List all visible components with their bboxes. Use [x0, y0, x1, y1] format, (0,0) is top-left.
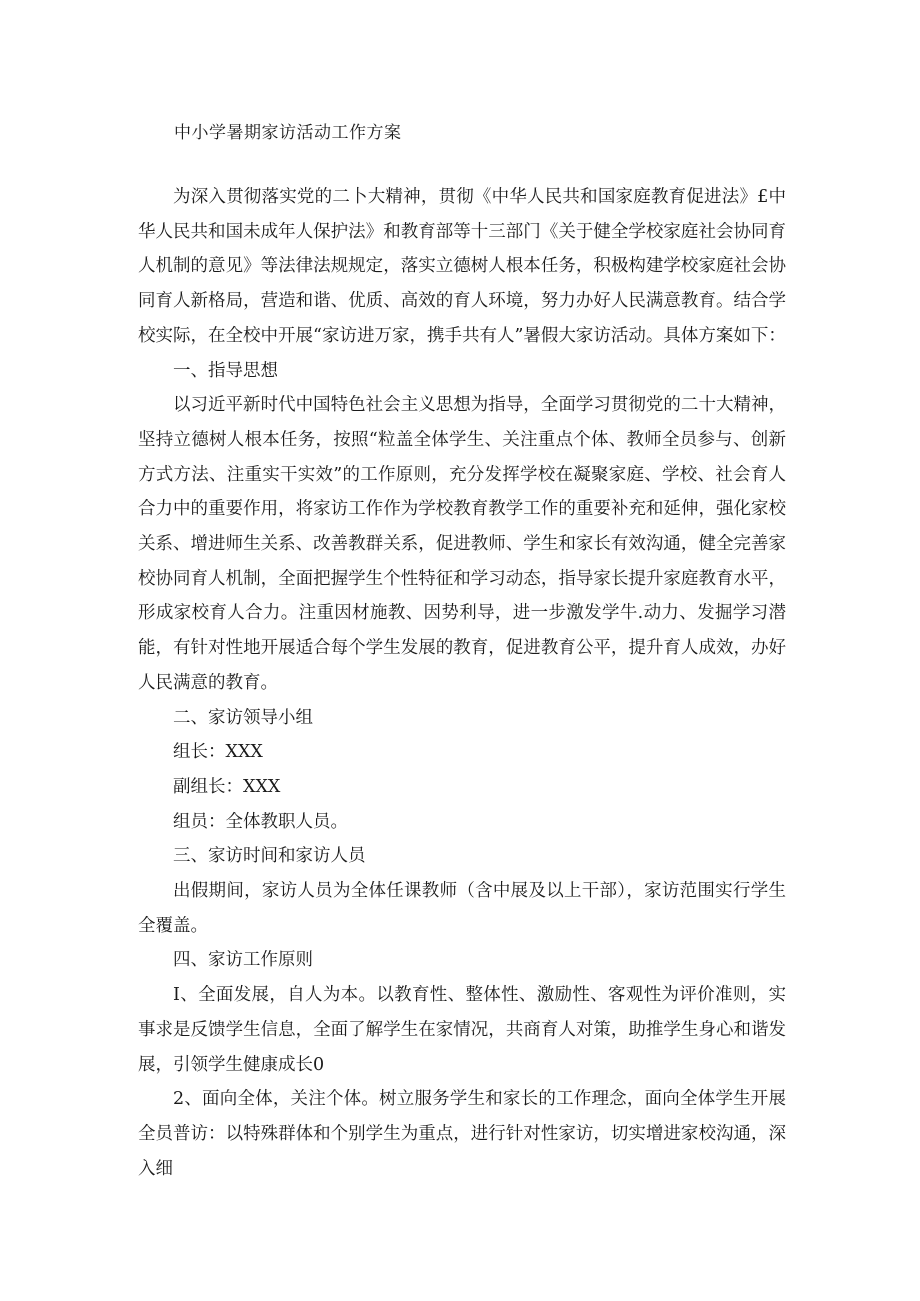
principle-2-paragraph: 2、面向全体，关注个体。树立服务学生和家长的工作理念，面向全体学生开展全员普访：以特殊群体和个别学生为重点，进行针对性家访，切实增进家校沟通，深入细 [138, 1089, 786, 1179]
group-leader-line: 组长：XXX [173, 742, 263, 763]
section-heading-principles: 四、家访工作原则 [173, 950, 313, 971]
document-body [138, 180, 786, 1186]
intro-paragraph: 为深入贯彻落实党的二卜大精神，贯彻《中华人民共和国家庭教育促进法》£中华人民共和国未成年人保护法》和教育部等十三部门《关于健全学校家庭社会协同育人机制的意见》等法律法规规定，落实立德树人根本任务，积极构建学校家庭社会协同育人新格局，营造和谐、优质、高效的育人环境，努力办好人民满意教育。结合学校实际，在全校中开展“家访进万家，携手共有人”暑假大家访活动。具体方案如下： [138, 187, 786, 346]
document-title: 中小学暑期家访活动工作方案 [174, 123, 402, 143]
guiding-ideology-paragraph: 以习近平新时代中国特色社会主义思想为指导，全面学习贯彻党的二十大精神，坚持立德树人根本任务，按照“粒盖全体学生、关注重点个体、教师全员参与、创新方式方法、注重实干实效”的工作原则，充分发挥学校在凝聚家庭、学校、社会育人合力中的重要作用，将家访工作作为学校教育教学工作的重要补充和延伸，强化家校关系、增进师生关系、改善教群关系，促进教师、学生和家长有效沟通，健全完善家校协同育人机制，全面把握学生个性特征和学习动态，指导家长提升家庭教育水平，形成家校育人合力。注重因材施教、因势利导，进一步激发学牛.动力、发掘学习潜能，有针对性地开展适合每个学生发展的教育，促进教育公平，提升育人成效，办好人民满意的教育。 [138, 395, 786, 693]
time-and-personnel-paragraph: 出假期间，家访人员为全体任课教师（含中展及以上干部），家访范围实行学生全覆盖。 [138, 881, 786, 936]
deputy-leader-line: 副组长：XXX [173, 776, 281, 797]
section-heading-time-and-personnel: 三、家访时间和家访人员 [173, 846, 366, 867]
section-heading-leadership-group: 二、家访领导小组 [173, 707, 313, 728]
principle-1-paragraph: I、全面发展，自人为本。以教育性、整体性、激励性、客观性为评价准则，实事求是反馈学生信息，全面了解学生在家情况，共商育人对策，助推学生身心和谐发展，引领学生健康成长0 [138, 985, 786, 1075]
section-heading-guiding-ideology: 一、指导思想 [173, 360, 278, 381]
members-line: 组员：全体教职人员。 [173, 811, 348, 832]
